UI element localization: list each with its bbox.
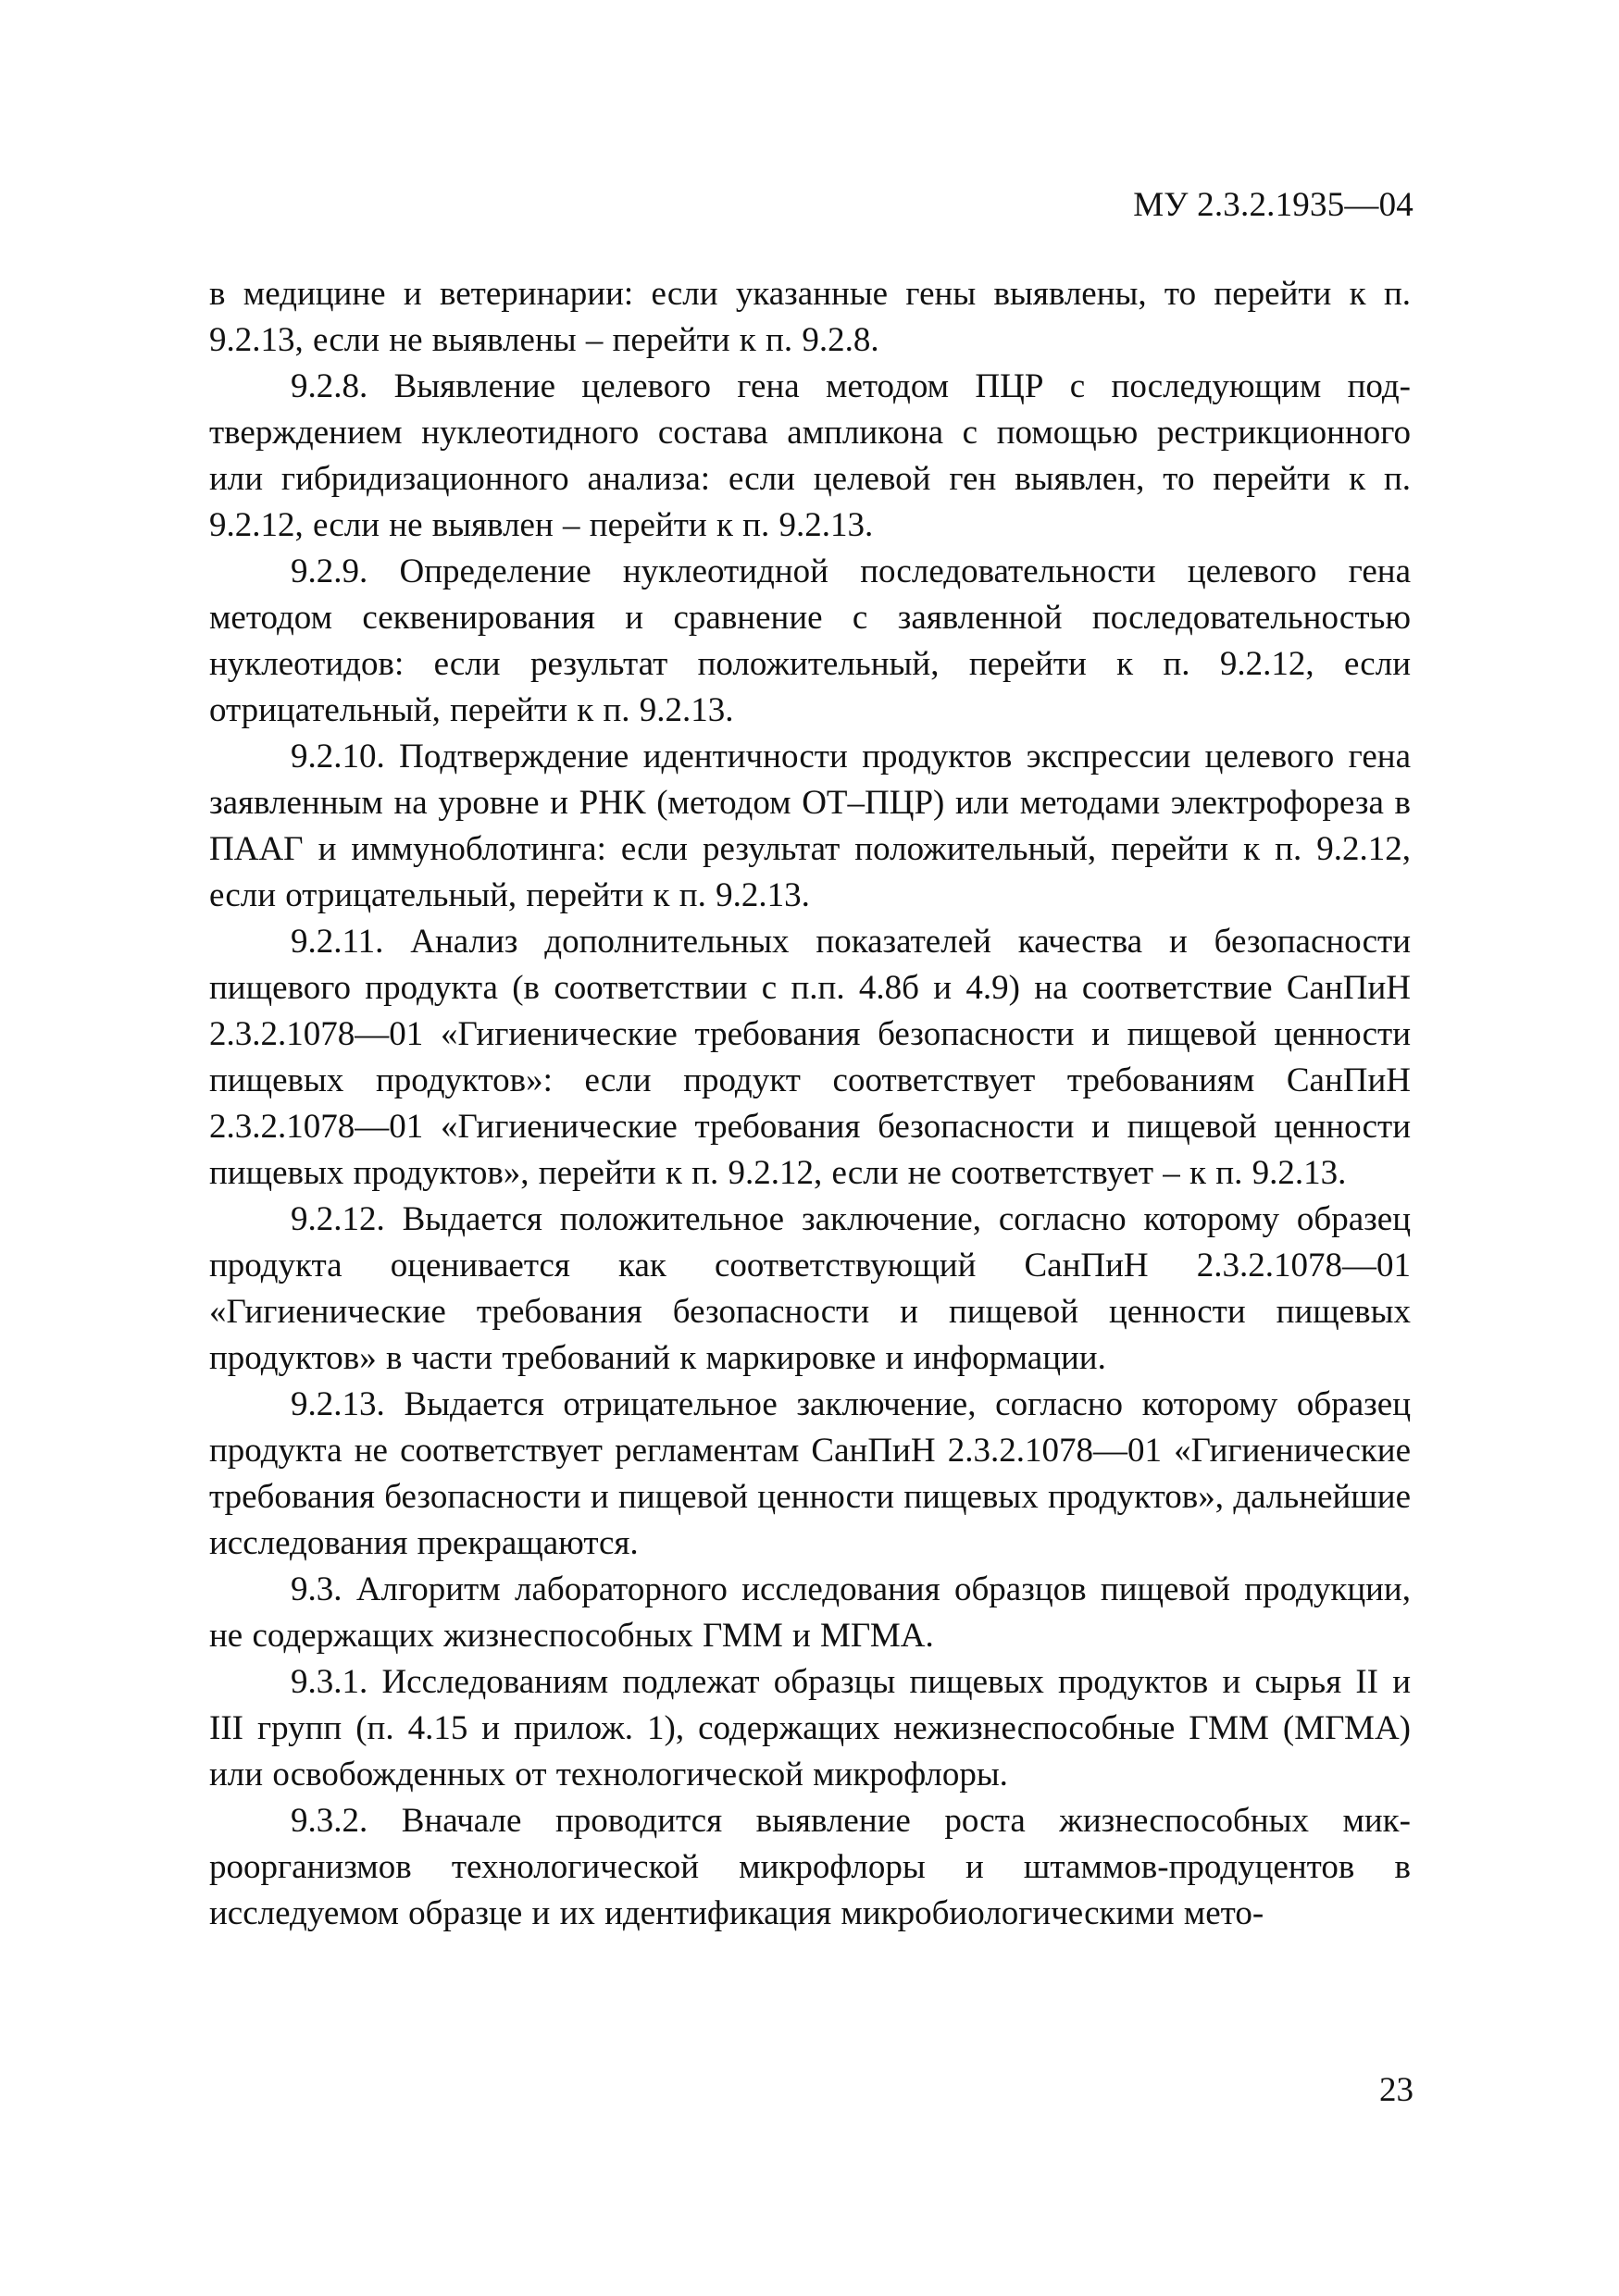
paragraph-9-3-1: 9.3.1. Исследованиям подлежат образцы пищевых продуктов и сырья II и III групп (п. 4.15 и прилож. 1), содержащих нежизнеспособные ГММ (МГМА) или освобожденных от технологической микрофлоры. xyxy=(209,1663,1411,1793)
paragraph-9-2-8: 9.2.8. Выявление целевого гена методом ПЦР с последующим подтверждением нуклеотидного состава ампликона с помощью рестрикционного или гибридизационного анализа: если целевой ген выявлен, то перейти к п. 9.2.12, если не выявлен – перейти к п. 9.2.13. xyxy=(209,367,1411,544)
document-code-header: МУ 2.3.2.1935—04 xyxy=(1133,186,1414,224)
paragraph-9-2-13: 9.2.13. Выдается отрицательное заключение, согласно которому образец продукта не соответствует регламентам СанПиН 2.3.2.1078—01 «Гигиенические требования безопасности и пищевой ценности пищевых продуктов», дальнейшие исследования прекращаются. xyxy=(209,1385,1411,1562)
paragraph-9-3-2: 9.3.2. Вначале проводится выявление роста жизнеспособных микроорганизмов технологической микрофлоры и штаммов-продуцентов в исследуемом образце и их идентификация микробиологическими мето- xyxy=(209,1802,1411,1932)
paragraph-continuation: в медицине и ветеринарии: если указанные гены выявлены, то перейти к п. 9.2.13, если не выявлены – перейти к п. 9.2.8. xyxy=(209,275,1411,359)
document-body xyxy=(209,271,1411,1937)
paragraph-9-2-10: 9.2.10. Подтверждение идентичности продуктов экспрессии целевого гена заявленным на уровне и РНК (методом ОТ–ПЦР) или методами электрофореза в ПААГ и иммуноблотинга: если результат положительный, перейти к п. 9.2.12, если отрицательный, перейти к п. 9.2.13. xyxy=(209,738,1411,914)
paragraph-9-2-11: 9.2.11. Анализ дополнительных показателей качества и безопасности пищевого продукта (в соответствии с п.п. 4.8б и 4.9) на соответствие СанПиН 2.3.2.1078—01 «Гигиенические требования безопасности и пищевой ценности пищевых продуктов»: если продукт соответствует требованиям СанПиН 2.3.2.1078—01 «Гигиенические требования безопасности и пищевой ценности пищевых продуктов», перейти к п. 9.2.12, если не соответствует – к п. 9.2.13. xyxy=(209,923,1411,1192)
paragraph-9-2-12: 9.2.12. Выдается положительное заключение, согласно которому образец продукта оценивается как соответствующий СанПиН 2.3.2.1078—01 «Гигиенические требования безопасности и пищевой ценности пищевых продуктов» в части требований к маркировке и информации. xyxy=(209,1200,1411,1377)
paragraph-9-2-9: 9.2.9. Определение нуклеотидной последовательности целевого гена методом секвенирования и сравнение с заявленной последовательностью нуклеотидов: если результат положительный, перейти к п. 9.2.12, если отрицательный, перейти к п. 9.2.13. xyxy=(209,552,1411,729)
paragraph-9-3: 9.3. Алгоритм лабораторного исследования образцов пищевой продукции, не содержащих жизнеспособных ГММ и МГМА. xyxy=(209,1570,1411,1655)
page-number: 23 xyxy=(1379,2071,1414,2109)
